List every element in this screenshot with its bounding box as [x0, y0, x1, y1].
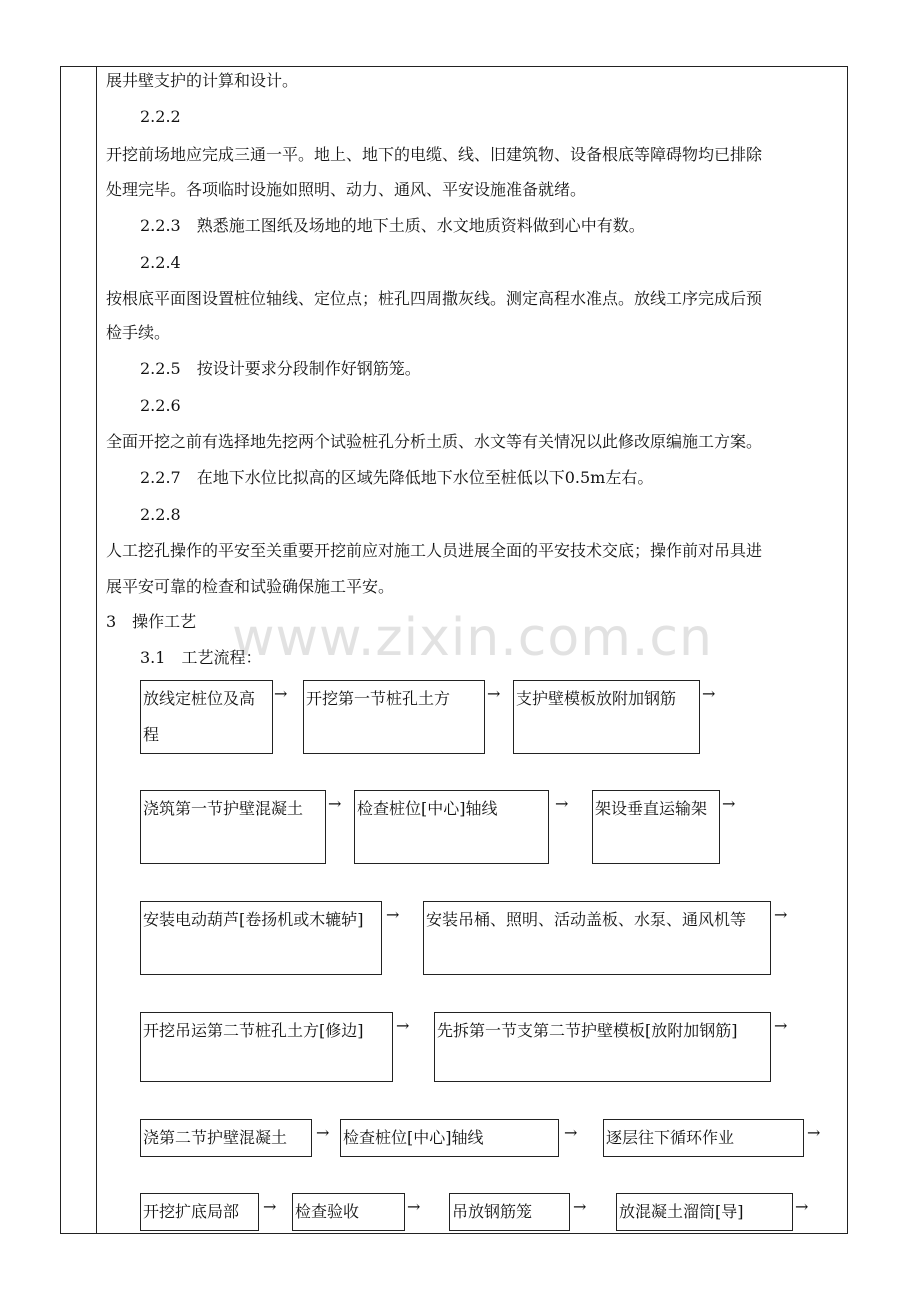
flow-arrow: → — [795, 1197, 809, 1216]
flow-arrow: → — [702, 684, 716, 703]
flow-arrow: → — [487, 684, 501, 703]
flow-arrow: → — [274, 684, 288, 703]
flow-arrow: → — [386, 905, 400, 924]
paragraph-line: 全面开挖之前有选择地先挖两个试验桩孔分析土质、水文等有关情况以此修改原编施工方案。 — [106, 432, 763, 451]
flow-step-box: 先拆第一节支第二节护壁模板[放附加钢筋] — [434, 1012, 771, 1082]
paragraph-line: 处理完毕。各项临时设施如照明、动力、通风、平安设施准备就绪。 — [106, 180, 587, 199]
section-number: 2.2.4 — [140, 253, 181, 272]
flow-step-box: 浇第二节护壁混凝土 — [140, 1119, 312, 1157]
section-number: 2.2.8 — [140, 505, 181, 524]
flow-arrow: → — [316, 1123, 330, 1142]
paragraph-line: 人工挖孔操作的平安至关重要开挖前应对施工人员进展全面的平安技术交底；操作前对吊具进 — [106, 541, 763, 560]
flow-step-box: 放线定桩位及高程 — [140, 680, 273, 754]
flow-arrow: → — [555, 794, 569, 813]
paragraph-line: 检手续。 — [106, 323, 171, 342]
flow-step-box: 放混凝土溜筒[导] — [616, 1193, 793, 1231]
flow-step-box: 支护壁模板放附加钢筋 — [513, 680, 700, 754]
flow-step-box: 逐层往下循环作业 — [603, 1119, 804, 1157]
flow-step-box: 检查桩位[中心]轴线 — [340, 1119, 559, 1157]
flow-step-box: 检查验收 — [292, 1193, 405, 1231]
flow-arrow: → — [407, 1197, 421, 1216]
paragraph-line: 展平安可靠的检查和试验确保施工平安。 — [106, 577, 395, 596]
flow-arrow: → — [328, 794, 342, 813]
flow-arrow: → — [774, 1016, 788, 1035]
paragraph-line: 按根底平面图设置桩位轴线、定位点；桩孔四周撒灰线。测定高程水准点。放线工序完成后预 — [106, 289, 763, 308]
paragraph-line: 开挖前场地应完成三通一平。地上、地下的电缆、线、旧建筑物、设备根底等障碍物均已排除 — [106, 145, 763, 164]
subsection-heading: 3.1 工艺流程： — [140, 648, 262, 667]
flow-arrow: → — [807, 1123, 821, 1142]
section-number: 2.2.6 — [140, 396, 181, 415]
flow-step-box: 检查桩位[中心]轴线 — [354, 790, 549, 864]
flow-step-box: 开挖扩底局部 — [140, 1193, 259, 1231]
paragraph-line: 展井壁支护的计算和设计。 — [106, 71, 299, 90]
flow-step-box: 架设垂直运输架 — [592, 790, 720, 864]
section-heading: 3 操作工艺 — [106, 612, 197, 631]
flow-step-box: 开挖吊运第二节桩孔土方[修边] — [140, 1012, 393, 1082]
flow-arrow: → — [722, 794, 736, 813]
flow-arrow: → — [396, 1016, 410, 1035]
section-item: 2.2.3 熟悉施工图纸及场地的地下土质、水文地质资料做到心中有数。 — [140, 216, 645, 235]
flow-step-box: 安装电动葫芦[卷扬机或木辘轳] — [140, 901, 382, 975]
flow-arrow: → — [573, 1197, 587, 1216]
flow-arrow: → — [774, 905, 788, 924]
flow-arrow: → — [263, 1197, 277, 1216]
section-item: 2.2.7 在地下水位比拟高的区域先降低地下水位至桩低以下0.5m左右。 — [140, 468, 654, 487]
section-number: 2.2.2 — [140, 107, 181, 126]
flow-step-box: 开挖第一节桩孔土方 — [303, 680, 485, 754]
flow-step-box: 浇筑第一节护壁混凝土 — [140, 790, 326, 864]
section-item: 2.2.5 按设计要求分段制作好钢筋笼。 — [140, 359, 421, 378]
flow-step-box: 吊放钢筋笼 — [449, 1193, 570, 1231]
flow-arrow: → — [564, 1123, 578, 1142]
watermark: www.zixin.com.cn — [232, 608, 713, 668]
table-column-divider — [96, 66, 97, 1234]
flow-step-box: 安装吊桶、照明、活动盖板、水泵、通风机等 — [423, 901, 771, 975]
